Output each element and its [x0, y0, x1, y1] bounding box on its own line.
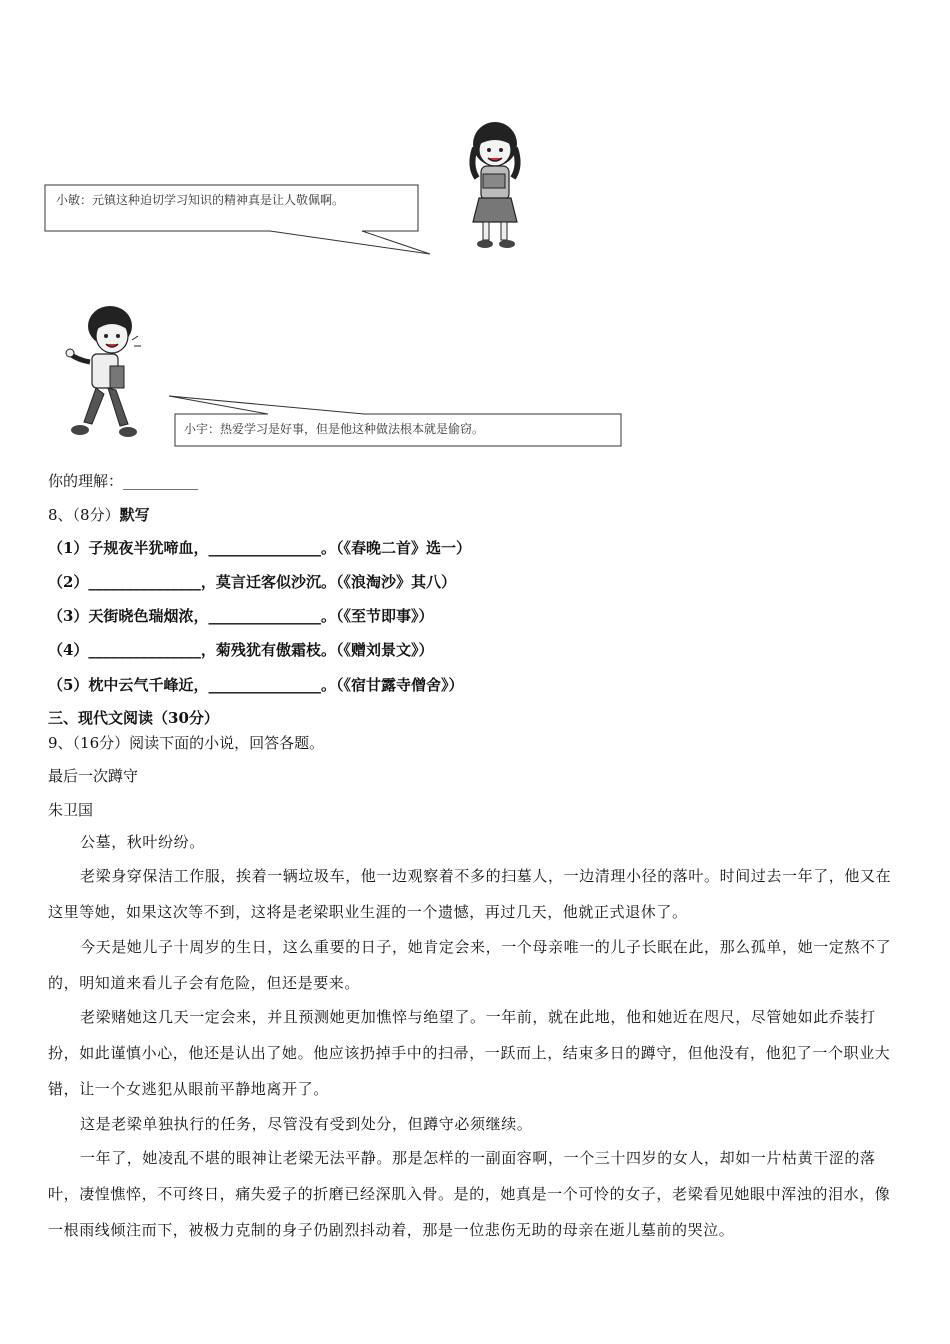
story-paragraph: 一年了，她凌乱不堪的眼神让老梁无法平静。那是怎样的一副面容啊，一个三十四岁的女人，却如一片枯黄干涩的落叶，凄惶憔悴，不可终日，痛失爱子的折磨已经深肌入骨。是的，她真是一个可怜的女子，老梁看见她眼中浑浊的泪水，像一根雨线倾注而下，被极力克制的身子仍剧烈抖动着，那是一位悲伤无助的母亲在逝儿墓前的哭泣。 [48, 1149, 891, 1239]
dictation-item: （4）_______________，菊残犹有傲霜枝。（《赠刘景文》） [48, 641, 434, 659]
question-8-header [48, 504, 150, 525]
answer-blank: __________ [123, 472, 199, 490]
your-understanding [48, 470, 198, 491]
story-paragraph: 公墓，秋叶纷纷。 [80, 833, 205, 851]
story-paragraph: 老梁身穿保洁工作服，挨着一辆垃圾车，他一边观察着不多的扫墓人，一边清理小径的落叶。时间过去一年了，他又在这里等她，如果这次等不到，这将是老梁职业生涯的一个遗憾，再过几天，他就正式退休了。 [48, 867, 892, 921]
story-title: 最后一次蹲守 [48, 767, 139, 785]
story-paragraph: 这是老梁单独执行的任务，尽管没有受到处分，但蹲守必须继续。 [80, 1115, 533, 1133]
question-8-title: 默写 [119, 506, 150, 524]
dictation-item: （3）天街晓色瑞烟浓，_______________。（《至节即事》） [48, 607, 434, 625]
xiaoyu-dialogue: 小宇：热爱学习是好事，但是他这种做法根本就是偷窃。 [184, 422, 485, 436]
story-paragraph: 老梁赌她这几天一定会来，并且预测她更加憔悴与绝望了。一年前，就在此地，他和她近在咫尺，尽管她如此乔装打扮，如此谨慎小心，他还是认出了她。他应该扔掉手中的扫帚，一跃而上，结束多日的蹲守，但他没有，他犯了一个职业大错，让一个女逃犯从眼前平静地离开了。 [48, 1008, 891, 1098]
dictation-item: （2）_______________，莫言迁客似沙沉。（《浪淘沙》其八） [48, 573, 456, 591]
boy-illustration [62, 300, 146, 446]
story-author: 朱卫国 [48, 801, 94, 819]
your-understanding-label: 你的理解： [48, 472, 124, 490]
section-heading: 三、现代文阅读（30分） [48, 709, 219, 727]
xiaomin-dialogue: 小敏：元镇这种迫切学习知识的精神真是让人敬佩啊。 [56, 193, 345, 207]
story-paragraph: 今天是她儿子十周岁的生日，这么重要的日子，她肯定会来，一个母亲唯一的儿子长眠在此，那么孤单，她一定熬不了的，明知道来看儿子会有危险，但还是要来。 [48, 938, 892, 992]
dictation-item: （1）子规夜半犹啼血，_______________。（《春晚二首》选一） [48, 539, 471, 557]
dictation-item: （5）枕中云气千峰近，_______________。（《宿甘露寺僧舍》） [48, 676, 464, 694]
question-8-number: 8、（8分） [48, 506, 120, 524]
question-9-prompt: 9、（16分）阅读下面的小说，回答各题。 [48, 734, 325, 752]
girl-illustration [455, 118, 535, 254]
